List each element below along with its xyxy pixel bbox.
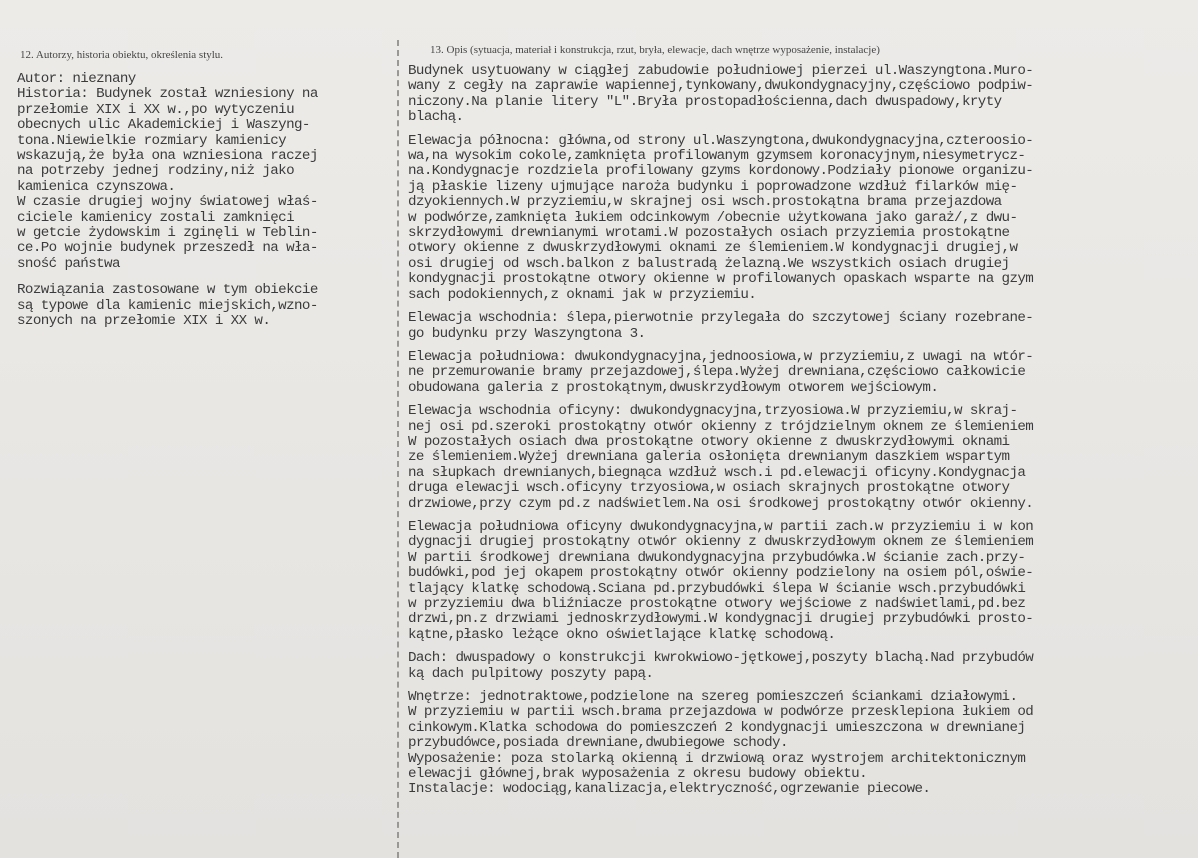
text-line: w przyziemiu dwa bliźniacze prostokątne otwory wejściowe z nadświetlami,pd.bez bbox=[408, 597, 1026, 612]
description-paragraph bbox=[408, 134, 1196, 303]
text-line: Wyposażenie: poza stolarką okienną i drzwiową oraz wystrojem architektonicznym bbox=[408, 751, 1026, 767]
description-paragraph bbox=[408, 404, 1196, 512]
text-line: ne przemurowanie bramy przejazdowej,ślepa.Wyżej drewniana,częściowo całkowicie bbox=[408, 365, 1026, 381]
text-line: blachą. bbox=[408, 110, 464, 126]
text-line: ze ślemieniem.Wyżej drewniana galeria osłonięta drewnianym daszkiem wspartym bbox=[408, 450, 1010, 466]
text-line: drzwi,pn.z drzwiami jednoskrzydłowymi.W kondygnacji drugiej przybudówki prosto- bbox=[408, 612, 1034, 628]
text-line: W partii środkowej drewniana dwukondygnacyjna przybudówka.W ścianie zach.przy- bbox=[408, 550, 1026, 566]
text-line: kamienica czynszowa. bbox=[17, 179, 176, 195]
text-line: wa,na wysokim cokole,zamknięta profilowanym gzymsem koronacyjnym,niesymetrycz- bbox=[408, 149, 1026, 165]
text-line: drzwiowe,przy czym pd.z nadświetlem.Na osi środkowej prostokątny otwór okienny. bbox=[408, 496, 1034, 512]
section-13-header: 13. Opis (sytuacja, materiał i konstrukcja, rzut, bryła, elewacje, dach wnętrze wyposażenie, instalacje) bbox=[430, 44, 880, 56]
text-line: druga elewacji wsch.oficyny trzyosiowa,w osiach skrajnych prostokątne otwory bbox=[408, 481, 1010, 497]
text-line: budówki,pod jej okapem prostokątny otwór okienny podzielony na osiem pól,oświe- bbox=[408, 566, 1034, 582]
text-line: Elewacja wschodnia oficyny: dwukondygnacyjna,trzyosiowa.W przyziemiu,w skraj- bbox=[408, 404, 1018, 420]
text-line: tlający klatkę schodową.Ściana pd.przybudówki ślepa W ścianie wsch.przybudówki bbox=[408, 581, 1026, 597]
text-line: przełomie XIX i XX w.,po wytyczeniu bbox=[17, 102, 294, 118]
text-line bbox=[17, 272, 382, 283]
text-line: W przyziemiu w partii wsch.brama przejazdowa w podwórze przesklepiona łukiem od bbox=[408, 705, 1034, 721]
paragraph-gap bbox=[408, 643, 1196, 651]
right-column-text bbox=[408, 64, 1196, 798]
description-paragraph bbox=[408, 690, 1196, 798]
text-line: obudowana galeria z prostokątnym,dwuskrzydłowym otworem wejściowym. bbox=[408, 380, 939, 396]
paragraph-gap bbox=[408, 682, 1196, 690]
text-line: tona.Niewielkie rozmiary kamienicy bbox=[17, 133, 287, 149]
paragraph-gap bbox=[408, 126, 1196, 134]
text-line: ce.Po wojnie budynek przeszedł na wła- bbox=[17, 241, 318, 257]
paragraph-gap bbox=[408, 396, 1196, 404]
paragraph-gap bbox=[408, 512, 1196, 520]
text-line: osi drugiej od wsch.balkon z balustradą żelazną.We wszystkich osiach drugiej bbox=[408, 256, 1010, 272]
text-line: niczony.Na planie litery "L".Bryła prostopadłościenna,dach dwuspadowy,kryty bbox=[408, 94, 1002, 110]
text-line: obecnych ulic Akademickiej i Waszyng- bbox=[17, 118, 310, 134]
text-line: W pozostałych osiach dwa prostokątne otwory okienne z dwuskrzydłowymi oknami bbox=[408, 434, 1010, 450]
text-line: przybudówce,posiada drewniane,dwubiegowe schody. bbox=[408, 736, 788, 752]
description-paragraph bbox=[408, 520, 1196, 643]
text-line: Instalacje: wodociąg,kanalizacja,elektryczność,ogrzewanie piecowe. bbox=[408, 782, 931, 798]
text-line: go budynku przy Waszyngtona 3. bbox=[408, 326, 646, 342]
text-line: szonych na przełomie XIX i XX w. bbox=[17, 314, 271, 330]
text-line: Historia: Budynek został wzniesiony na bbox=[17, 87, 318, 103]
text-line: na słupkach drewnianych,biegnąca wzdłuż wsch.i pd.elewacji oficyny.Kondygnacja bbox=[408, 465, 1026, 481]
text-line: ją płaskie lizeny ujmujące narożа budynku i poprowadzone wzdłuż filarków mię- bbox=[408, 179, 1018, 195]
description-paragraph bbox=[408, 350, 1196, 396]
text-line: w podwórze,zamknięta łukiem odcinkowym /obecnie użytkowana jako garaż/,z dwu- bbox=[408, 210, 1018, 226]
text-line: dzyokiennych.W przyziemiu,w skrajnej osi wsch.prostokątna brama przejazdowa bbox=[408, 195, 1002, 211]
description-paragraph bbox=[408, 64, 1196, 126]
column-divider bbox=[397, 40, 399, 858]
text-line: ką dach pulpitowy poszyty papą. bbox=[408, 666, 654, 682]
text-line: W czasie drugiej wojny światowej właś- bbox=[17, 195, 318, 211]
description-paragraph bbox=[408, 311, 1196, 342]
text-line: Rozwiązania zastosowane w tym obiekcie bbox=[17, 283, 318, 299]
text-line: otwory okienne z dwuskrzydłowymi oknami ze ślemieniem.W kondygnacji drugiej,w bbox=[408, 241, 1018, 257]
text-line: elewacji głównej,brak wyposażenia z okresu budowy obiektu. bbox=[408, 767, 868, 783]
text-line: sach podokiennych,z oknami jak w przyziemiu. bbox=[408, 287, 757, 303]
text-line: Wnętrze: jednotraktowe,podzielone na szereg pomieszczeń ściankami działowymi. bbox=[408, 690, 1018, 706]
text-line: cinkowym.Klatka schodowa do pomieszczeń 2 kondygnacji umieszczona w drewnianej bbox=[408, 720, 1026, 736]
left-column-text bbox=[17, 72, 382, 330]
paragraph-gap bbox=[408, 342, 1196, 350]
text-line: wskazują,że była ona wzniesiona raczej bbox=[17, 149, 318, 165]
text-line: Elewacja południowa oficyny dwukondygnacyjna,w partii zach.w przyziemiu i w kon bbox=[408, 519, 1034, 535]
text-line: nej osi pd.szeroki prostokątny otwór okienny z trójdzielnym oknem ze ślemieniem bbox=[408, 419, 1034, 435]
text-line: wany z cegły na zaprawie wapiennej,tynkowany,dwukondygnacyjny,częściowo podpiw- bbox=[408, 79, 1034, 95]
text-line: skrzydłowymi drewnianymi wrotami.W pozostałych osiach przyziemia prostokątne bbox=[408, 226, 1010, 242]
text-line: są typowe dla kamienic miejskich,wzno- bbox=[17, 298, 318, 314]
text-line: dygnacji drugiej prostokątny otwór okienny z dwuskrzydłowym oknem ze ślemieniem bbox=[408, 535, 1034, 551]
text-line: sność państwa bbox=[17, 256, 120, 272]
paragraph-gap bbox=[408, 303, 1196, 311]
text-line: Elewacja południowa: dwukondygnacyjna,jednoosiowa,w przyziemiu,z uwagi na wtór- bbox=[408, 349, 1034, 365]
text-line: Dach: dwuspadowy o konstrukcji kwrokwiowo-jętkowej,poszyty blachą.Nad przybudów bbox=[408, 651, 1034, 667]
text-line: ciciele kamienicy zostali zamknięci bbox=[17, 210, 294, 226]
text-line: kondygnacji prostokątne otwory okienne w profilowanych opaskach wsparte na gzym bbox=[408, 272, 1034, 288]
text-line: Elewacja wschodnia: ślepa,pierwotnie przylegała do szczytowej ściany rozebrane- bbox=[408, 311, 1034, 327]
text-line: na.Kondygnacje rozdziela profilowany gzyms kordonowy.Podziały pionowe organizu- bbox=[408, 164, 1034, 180]
description-paragraph bbox=[408, 651, 1196, 682]
section-12-header: 12. Autorzy, historia obiektu, określenia stylu. bbox=[20, 49, 224, 61]
text-line: na potrzeby jednej rodziny,niż jako bbox=[17, 164, 294, 180]
text-line: Autor: nieznany bbox=[17, 72, 136, 87]
text-line: Budynek usytuowany w ciągłej zabudowie południowej pierzei ul.Waszyngtona.Muro- bbox=[408, 64, 1034, 79]
text-line: kątne,płasko leżące okno oświetlające klatkę schodową. bbox=[408, 627, 836, 643]
text-line: Elewacja północna: główna,od strony ul.Waszyngtona,dwukondygnacyjna,czteroosio- bbox=[408, 133, 1034, 149]
text-line: w getcie żydowskim i zginęli w Teblin- bbox=[17, 226, 318, 242]
